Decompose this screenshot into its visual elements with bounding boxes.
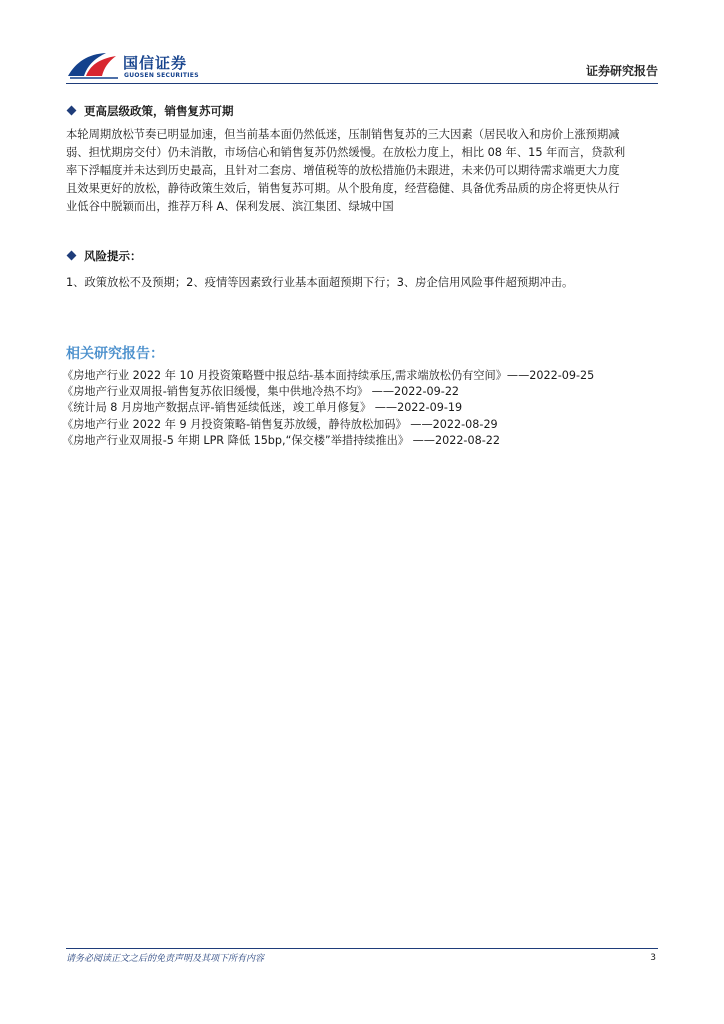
page-number: 3 (650, 953, 656, 963)
paragraph-line: 弱、担忧期房交付）仍未消散，市场信心和销售复苏仍然缓慢。在放松力度上，相比 08 年、15 年而言，贷款利 (66, 146, 626, 159)
related-report-item[interactable]: 《房地产行业 2022 年 10 月投资策略暨中报总结-基本面持续承压,需求端放松仍有空间》——2022-09-25 (62, 369, 595, 382)
diamond-bullet-icon (67, 106, 77, 116)
header-divider (66, 83, 658, 84)
related-research-title: 相关研究报告： (66, 346, 164, 362)
page-header (66, 50, 658, 84)
paragraph-line: 率下浮幅度并未达到历史最高，且针对二套房、增值税等的放松措施仍未跟进，未来仍可以期待需求端更大力度 (66, 164, 620, 177)
related-report-item[interactable]: 《房地产行业双周报-5 年期 LPR 降低 15bp,“保交楼”举措持续推出》 ——2022-08-22 (62, 433, 500, 447)
logo-chinese-name: 国信证券 (123, 54, 188, 72)
paragraph-line: 业低谷中脱颖而出，推荐万科 A、保利发展、滨江集团、绿城中国 (66, 200, 394, 213)
related-research-list (62, 368, 662, 449)
related-report-item[interactable]: 《统计局 8 月房地产数据点评-销售延续低迷，竣工单月修复》 ——2022-09-19 (62, 401, 463, 415)
guosen-logo-icon (66, 50, 120, 80)
report-type-label: 证券研究报告 (585, 64, 658, 78)
section-paragraph-risk (66, 274, 660, 292)
paragraph-line: 本轮周期放松节奏已明显加速，但当前基本面仍然低迷，压制销售复苏的三大因素（居民收入和房价上涨预期减 (66, 128, 620, 141)
section-heading-risk (68, 248, 142, 264)
paragraph-line: 1、政策放松不及预期；2、疫情等因素致行业基本面超预期下行；3、房企信用风险事件超预期冲击。 (66, 276, 574, 289)
section-paragraph-policy (66, 126, 660, 216)
paragraph-line: 且效果更好的放松，静待政策生效后，销售复苏可期。从个股角度，经营稳健、具备优秀品质的房企将更快从行 (66, 182, 620, 195)
diamond-bullet-icon (67, 251, 77, 261)
logo-english-name: GUOSEN SECURITIES (124, 72, 199, 79)
guosen-logo (66, 50, 216, 84)
related-report-item[interactable]: 《房地产行业 2022 年 9 月投资策略-销售复苏放缓，静待放松加码》 ——2022-08-29 (62, 417, 498, 431)
section-heading-text: 更高层级政策，销售复苏可期 (84, 104, 234, 118)
related-report-item[interactable]: 《房地产行业双周报-销售复苏依旧缓慢，集中供地冷热不均》 ——2022-09-22 (62, 385, 460, 399)
section-heading-text: 风险提示： (84, 249, 142, 263)
disclaimer-note: 请务必阅读正文之后的免责声明及其项下所有内容 (66, 954, 265, 964)
section-heading-policy (68, 103, 234, 119)
footer-divider (66, 948, 658, 949)
